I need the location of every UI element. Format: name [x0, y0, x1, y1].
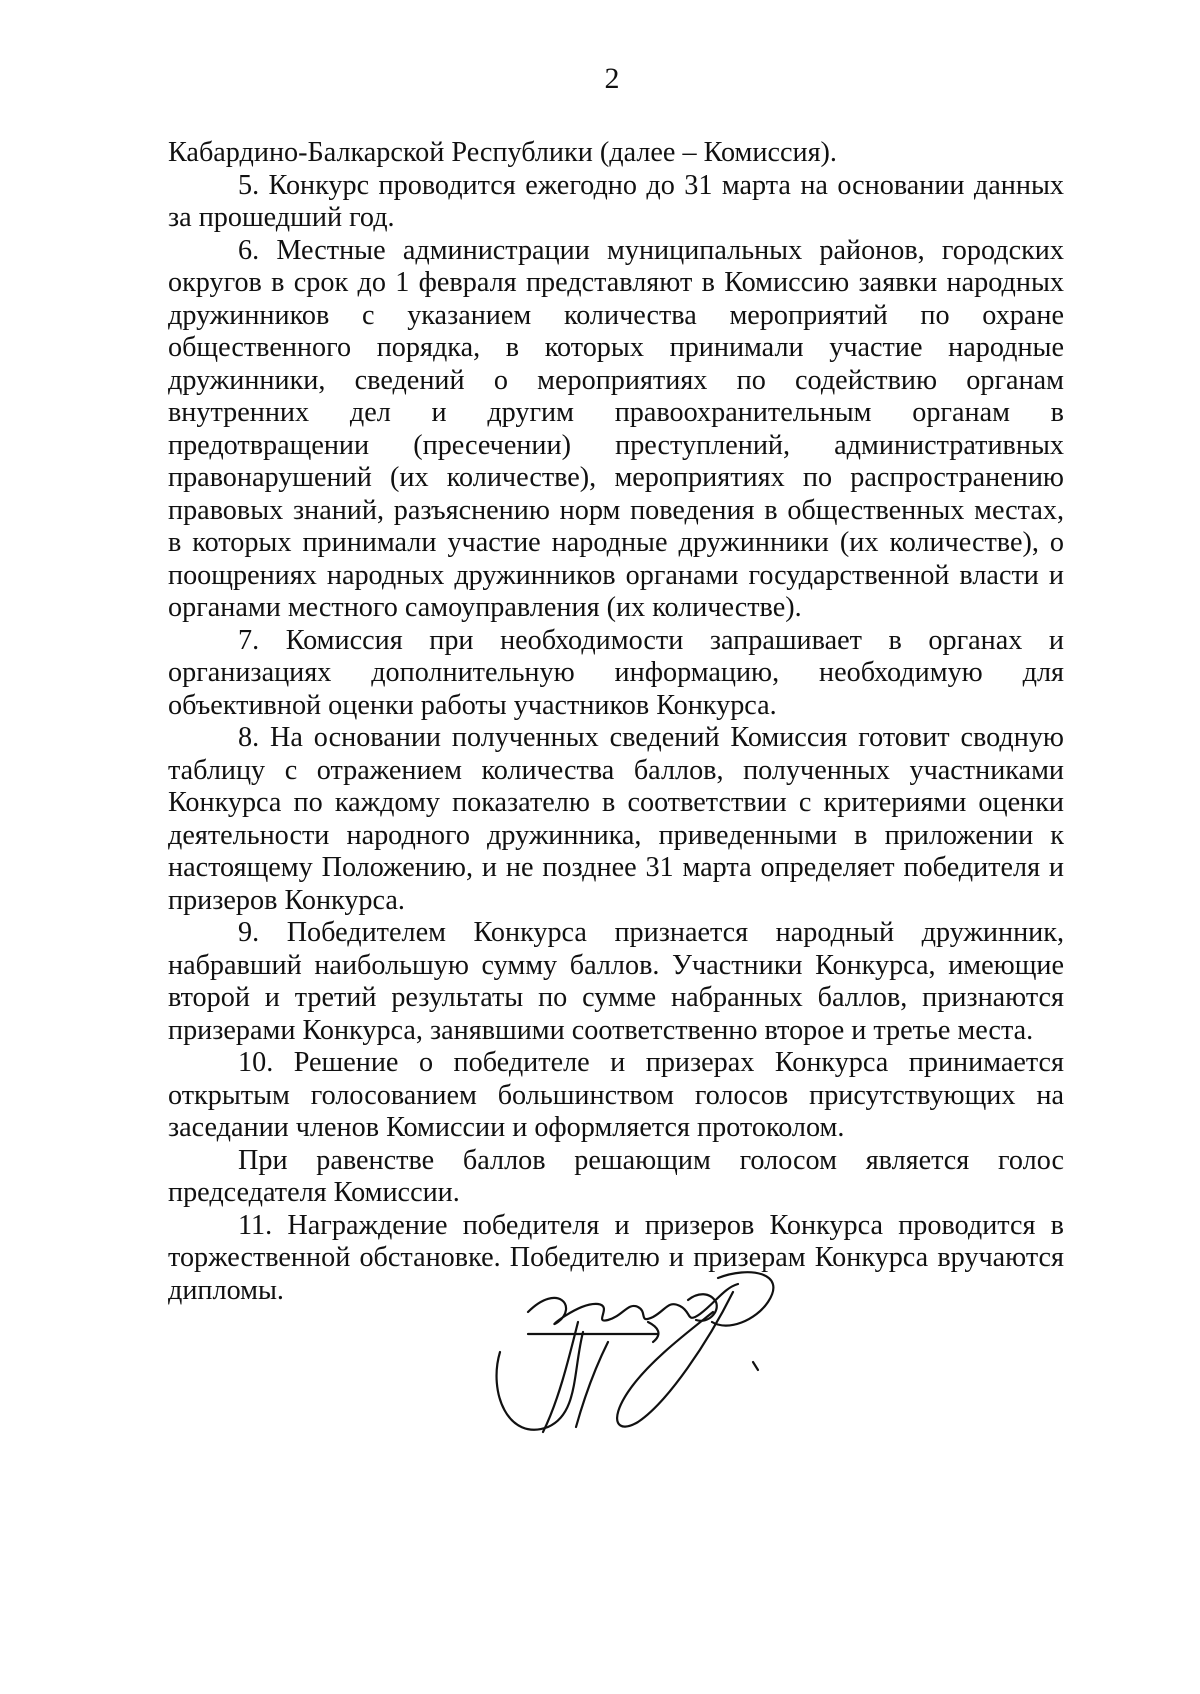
paragraph-item-6: 6. Местные администрации муниципальных районов, городских округов в срок до 1 февраля представляют в Комиссию заявки народных дружинников с указанием количества мероприятий по охране общественного порядка, в которых принимали участие народные дружинники, сведений о мероприятиях по содействию органам внутренних дел и другим правоохранительным органам в предотвращении (пресечении) преступлений, административных правонарушений (их количестве), мероприятиях по распространению правовых знаний, разъяснению норм поведения в общественных местах, в которых принимали участие народные дружинники (их количестве), о поощрениях народных дружинников органами государственной власти и органами местного самоуправления (их количестве).: [168, 234, 1064, 623]
paragraph-item-8: 8. На основании полученных сведений Комиссия готовит сводную таблицу с отражением количества баллов, полученных участниками Конкурса по каждому показателю в соответствии с критериями оценки деятельности народного дружинника, приведенными в приложении к настоящему Положению, и не позднее 31 марта определяет победителя и призеров Конкурса.: [168, 722, 1064, 916]
paragraph-item-10: 10. Решение о победителе и призерах Конкурса принимается открытым голосованием большинством голосов присутствующих на заседании членов Комиссии и оформляется протоколом.: [168, 1047, 1064, 1143]
document-body: [168, 137, 1064, 1307]
signature-icon: [488, 1262, 808, 1442]
paragraph-tie-rule: При равенстве баллов решающим голосом является голос председателя Комиссии.: [168, 1144, 1064, 1208]
paragraph-item-7: 7. Комиссия при необходимости запрашивает в органах и организациях дополнительную информацию, необходимую для объективной оценки работы участников Конкурса.: [168, 624, 1064, 721]
page-number: 2: [604, 62, 620, 95]
paragraph-item-9: 9. Победителем Конкурса признается народный дружинник, набравший наибольшую сумму баллов. Участники Конкурса, имеющие второй и третий результаты по сумме набранных баллов, признаются призерами Конкурса, занявшими соответственно второе и третье места.: [168, 917, 1064, 1046]
paragraph-item-11: 11. Награждение победителя и призеров Конкурса проводится в торжественной обстановке. Победителю и призерам Конкурса вручаются дипломы.: [168, 1209, 1064, 1306]
signature-drawing: [488, 1262, 808, 1442]
paragraph-item-5: 5. Конкурс проводится ежегодно до 31 марта на основании данных за прошедший год.: [168, 169, 1064, 233]
paragraph-continuation: Кабардино-Балкарской Республики (далее – Комиссия).: [168, 137, 837, 168]
